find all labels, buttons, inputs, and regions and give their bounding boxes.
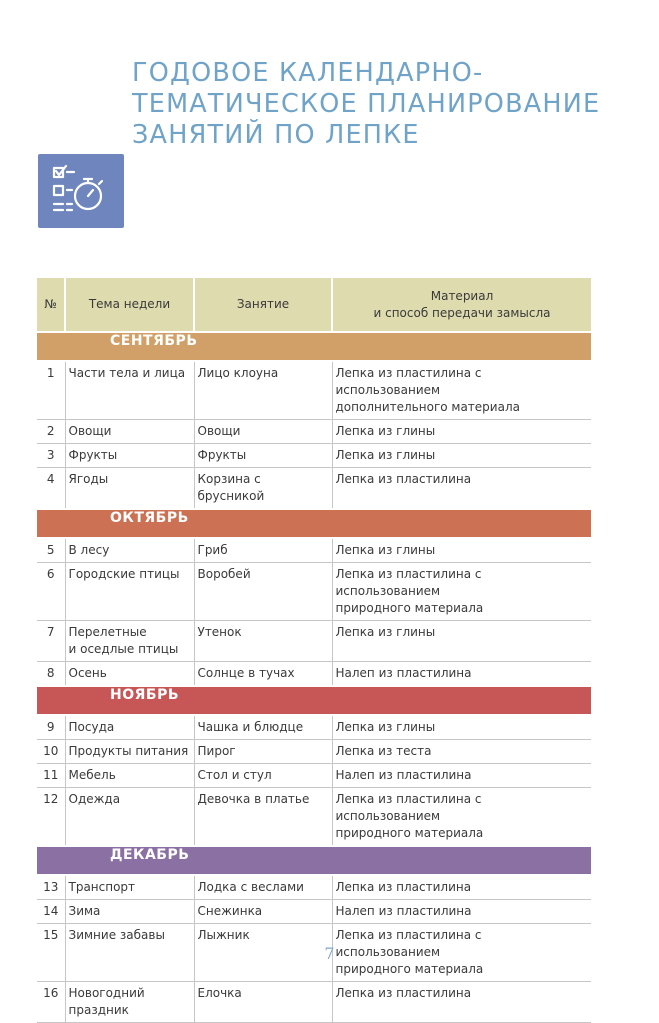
table-row [37,662,591,687]
row-number: 13 [37,875,65,900]
row-number: 12 [37,788,65,847]
row-number: 10 [37,740,65,764]
row-topic [65,361,194,420]
month-name: НОЯБРЬ [37,686,591,715]
cell-line: Лепка из пластилина с использованием [335,792,482,823]
cell-line: дополнительного материала [335,400,520,414]
table-body [37,332,591,1023]
cell-line: Солнце в тучах [197,666,295,680]
row-material [332,982,591,1023]
header-material [332,278,591,332]
row-lesson [194,662,332,687]
row-material [332,420,591,444]
cell-line: Стол и стул [197,768,272,782]
row-topic [65,420,194,444]
cell-line: Воробей [197,567,251,581]
cell-line: Зимние забавы [68,928,165,942]
row-material [332,361,591,420]
table-row [37,764,591,788]
table-row [37,788,591,847]
title-line: ГОДОВОЕ КАЛЕНДАРНО- [132,58,484,88]
cell-line: Овощи [197,424,241,438]
row-material [332,468,591,510]
month-name: ОКТЯБРЬ [37,509,591,538]
row-topic [65,563,194,621]
row-number: 7 [37,621,65,662]
row-lesson [194,740,332,764]
row-number: 6 [37,563,65,621]
cell-line: Части тела и лица [68,366,186,380]
row-topic [65,468,194,510]
page-number: 7 [324,944,335,963]
row-material [332,875,591,900]
cell-line: Лыжник [197,928,250,942]
cell-line: Овощи [68,424,112,438]
month-row [37,332,591,361]
row-number: 5 [37,538,65,563]
row-material [332,764,591,788]
cell-line: Лепка из глины [335,720,436,734]
cell-line: В лесу [68,543,110,557]
cell-line: Пирог [197,744,236,758]
row-material [332,788,591,847]
table-row [37,444,591,468]
row-material [332,621,591,662]
cell-line: Ягоды [68,472,109,486]
cell-line: Девочка в платье [197,792,310,806]
row-topic [65,900,194,924]
row-material [332,662,591,687]
row-material [332,444,591,468]
header-topic: Тема недели [65,278,194,332]
row-material [332,715,591,740]
cell-line: Гриб [197,543,228,557]
row-lesson [194,982,332,1023]
cell-line: Лепка из теста [335,744,432,758]
title-line: ЗАНЯТИЙ ПО ЛЕПКЕ [132,120,420,150]
cell-line: Лодка с веслами [197,880,304,894]
month-row [37,509,591,538]
cell-line: Елочка [197,986,242,1000]
month-row [37,686,591,715]
table-row [37,621,591,662]
row-lesson [194,900,332,924]
row-material [332,538,591,563]
table-row [37,468,591,510]
row-lesson [194,420,332,444]
cell-line: Мебель [68,768,116,782]
cell-line: Осень [68,666,107,680]
month-row [37,846,591,875]
row-topic [65,715,194,740]
table-row [37,420,591,444]
row-number: 9 [37,715,65,740]
row-topic [65,621,194,662]
row-topic [65,444,194,468]
cell-line: Лепка из пластилина с использованием [335,366,482,397]
cell-line: Лепка из глины [335,625,436,639]
table-row [37,900,591,924]
table-row [37,875,591,900]
row-number: 11 [37,764,65,788]
row-topic [65,662,194,687]
table-row [37,563,591,621]
cell-line: Налеп из пластилина [335,904,472,918]
cell-line: Фрукты [68,448,118,462]
cell-line: Лицо клоуна [197,366,279,380]
row-lesson [194,621,332,662]
cell-line: Одежда [68,792,121,806]
row-lesson [194,788,332,847]
table-header-row [37,278,591,332]
row-topic [65,764,194,788]
row-topic [65,982,194,1023]
table-row [37,361,591,420]
row-number: 4 [37,468,65,510]
cell-line: Фрукты [197,448,247,462]
cell-line: и оседлые птицы [68,642,179,656]
row-topic [65,788,194,847]
cell-line: Продукты питания [68,744,189,758]
month-name: ДЕКАБРЬ [37,846,591,875]
cell-line: Налеп из пластилина [335,666,472,680]
cell-line: Перелетные [68,625,147,639]
cell-line: Лепка из глины [335,448,436,462]
row-number: 2 [37,420,65,444]
cell-line: Городские птицы [68,567,180,581]
cell-line: природного материала [335,601,484,615]
cell-line: Новогодний [68,986,145,1000]
cell-line: праздник [68,1003,129,1017]
row-lesson [194,361,332,420]
header-lesson: Занятие [194,278,332,332]
page-title [132,58,600,151]
header-material-line: Материал [430,288,494,303]
cell-line: Чашка и блюдце [197,720,304,734]
row-topic [65,538,194,563]
checklist-stopwatch-icon [38,154,124,228]
row-lesson [194,715,332,740]
row-number: 8 [37,662,65,687]
header-material-line: и способ передачи замысла [373,305,551,320]
table-row [37,538,591,563]
cell-line: Лепка из глины [335,424,436,438]
cell-line: Снежинка [197,904,263,918]
row-number: 1 [37,361,65,420]
row-lesson [194,875,332,900]
month-name: СЕНТЯБРЬ [37,332,591,361]
row-lesson [194,444,332,468]
table-row [37,715,591,740]
cell-line: Утенок [197,625,242,639]
row-lesson [194,468,332,510]
row-topic [65,740,194,764]
table-row [37,982,591,1023]
row-number: 14 [37,900,65,924]
cell-line: Налеп из пластилина [335,768,472,782]
cell-line: природного материала [335,826,484,840]
cell-line: Лепка из пластилина [335,880,472,894]
cell-line: Лепка из пластилина с использованием [335,928,482,959]
row-material [332,740,591,764]
planning-table [37,278,591,1023]
cell-line: Лепка из пластилина [335,986,472,1000]
row-lesson [194,538,332,563]
row-topic [65,875,194,900]
header-number: № [37,278,65,332]
cell-line: Транспорт [68,880,136,894]
cell-line: Корзина с брусникой [197,472,265,503]
row-material [332,563,591,621]
row-lesson [194,764,332,788]
row-lesson [194,563,332,621]
row-number: 16 [37,982,65,1023]
table-row [37,740,591,764]
row-number: 3 [37,444,65,468]
cell-line: Лепка из пластилина с использованием [335,567,482,598]
row-material [332,900,591,924]
cell-line: Посуда [68,720,115,734]
cell-line: Лепка из пластилина [335,472,472,486]
title-line: ТЕМАТИЧЕСКОЕ ПЛАНИРОВАНИЕ [132,89,601,119]
cell-line: Зима [68,904,101,918]
cell-line: Лепка из глины [335,543,436,557]
cell-line: природного материала [335,962,484,976]
row-number: 15 [37,924,65,982]
